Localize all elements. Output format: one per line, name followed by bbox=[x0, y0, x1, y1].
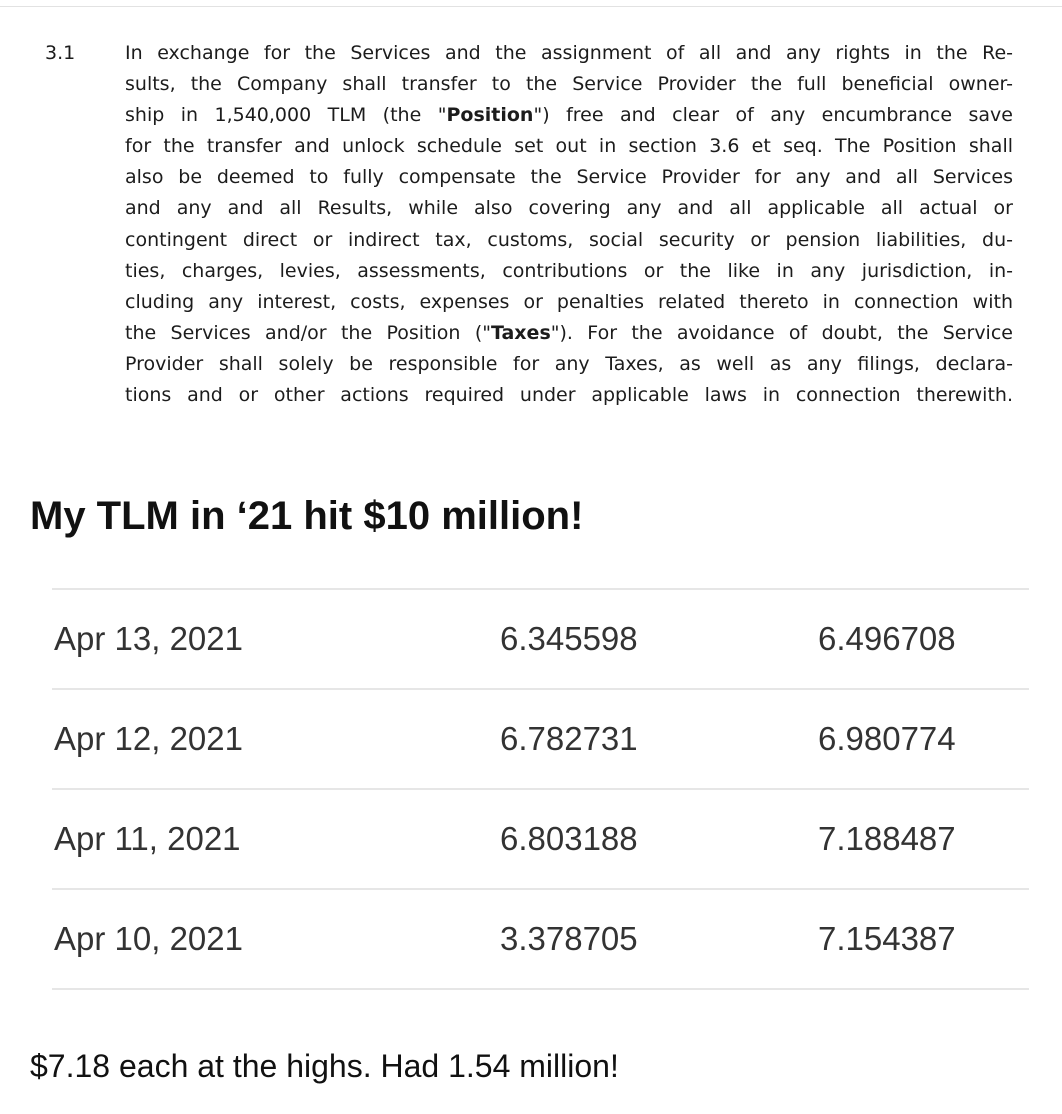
clause-line: and any and all Results, while also covering any and all applicable all actual or bbox=[125, 197, 1013, 220]
clause-line: for the transfer and unlock schedule set out in section 3.6 et seq. The Position shall bbox=[125, 135, 1013, 158]
clause-number: 3.1 bbox=[45, 42, 76, 64]
defined-term-taxes: Taxes bbox=[490, 321, 551, 344]
clause-line: In exchange for the Services and the assignment of all and any rights in the Re- bbox=[125, 42, 1013, 64]
value-cell: 6.782731 bbox=[500, 720, 638, 757]
value-cell: 3.378705 bbox=[500, 920, 638, 957]
clause-line: ship in 1,540,000 TLM (the "Position") free and clear of any encumbrance save bbox=[125, 104, 1013, 127]
top-divider bbox=[0, 6, 1062, 7]
date-cell: Apr 13, 2021 bbox=[54, 620, 243, 657]
table-row bbox=[52, 889, 1029, 989]
clause-text bbox=[125, 38, 1013, 411]
clause-line: cluding any interest, costs, expenses or penalties related thereto in connection with bbox=[125, 290, 1013, 313]
clause-line: the Services and/or the Position ("Taxes"). For the avoidance of doubt, the Service bbox=[125, 321, 1013, 344]
defined-term-position: Position bbox=[446, 104, 534, 127]
clause-line: ties, charges, levies, assessments, contributions or the like in any jurisdiction, in- bbox=[125, 259, 1013, 282]
clause-line: contingent direct or indirect tax, customs, social security or pension liabilities, du- bbox=[125, 228, 1013, 251]
value-cell: 6.803188 bbox=[500, 820, 638, 857]
clause-line: also be deemed to fully compensate the Service Provider for any and all Services bbox=[125, 166, 1013, 189]
footer-caption: $7.18 each at the highs. Had 1.54 million! bbox=[30, 1048, 619, 1084]
clause-line: tions and or other actions required under applicable laws in connection therewith. bbox=[125, 384, 1013, 407]
table-row bbox=[52, 589, 1029, 689]
price-table bbox=[52, 588, 1029, 990]
value-cell: 7.154387 bbox=[818, 920, 956, 957]
headline: My TLM in ‘21 hit $10 million! bbox=[30, 494, 584, 538]
date-cell: Apr 11, 2021 bbox=[54, 820, 241, 857]
clause-line: sults, the Company shall transfer to the Service Provider the full beneficial owner- bbox=[125, 73, 1013, 96]
date-cell: Apr 10, 2021 bbox=[54, 920, 243, 957]
date-cell: Apr 12, 2021 bbox=[54, 720, 243, 757]
table-row bbox=[52, 689, 1029, 789]
value-cell: 6.496708 bbox=[818, 620, 956, 657]
value-cell: 6.345598 bbox=[500, 620, 638, 657]
value-cell: 7.188487 bbox=[818, 820, 956, 857]
clause-line: Provider shall solely be responsible for any Taxes, as well as any filings, declara- bbox=[125, 352, 1013, 375]
value-cell: 6.980774 bbox=[818, 720, 956, 757]
table-row bbox=[52, 789, 1029, 889]
